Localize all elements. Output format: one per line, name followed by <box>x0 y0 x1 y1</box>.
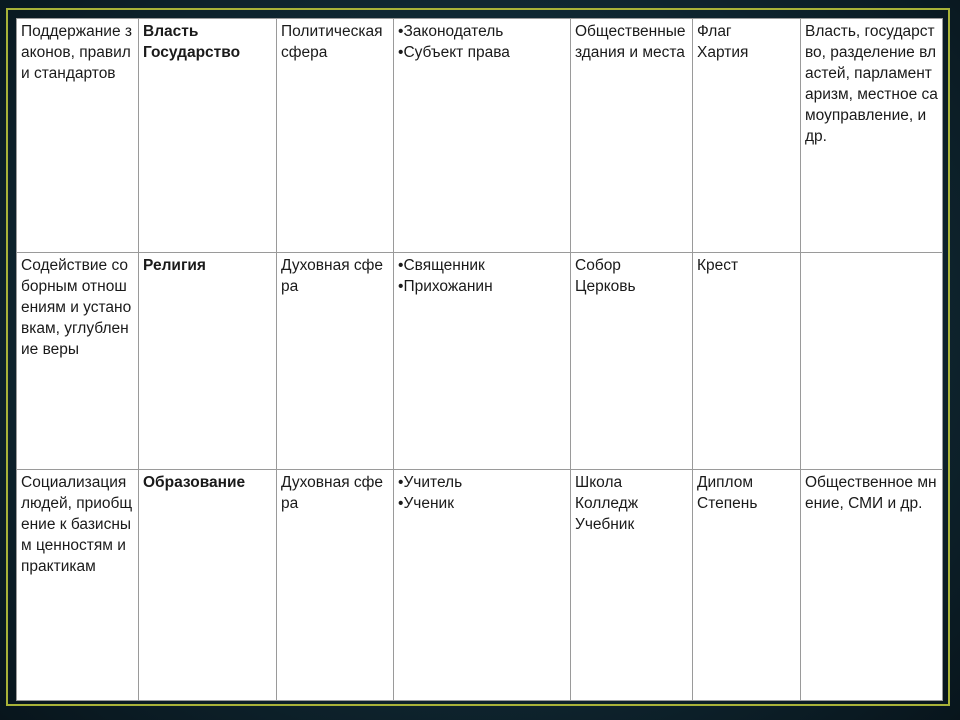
place-line: Собор <box>575 257 621 274</box>
place-line: Школа <box>575 474 623 491</box>
role-item: • Субъект права <box>398 42 566 63</box>
symbols-cell <box>693 253 801 470</box>
roles-cell <box>394 19 571 253</box>
symbol-line: Флаг <box>697 23 732 40</box>
table-row <box>17 470 943 701</box>
function-cell: Социализация людей, приобщение к базисным ценностям и практикам <box>17 470 139 701</box>
roles-cell <box>394 470 571 701</box>
sphere-cell: Политическая сфера <box>277 19 394 253</box>
institution-cell: Образование <box>139 470 277 701</box>
related-cell: Общественное мнение, СМИ и др. <box>801 470 943 701</box>
sphere-cell: Духовная сфера <box>277 470 394 701</box>
related-cell <box>801 253 943 470</box>
symbol-line: Хартия <box>697 44 749 61</box>
function-cell: Поддержание законов, правил и стандартов <box>17 19 139 253</box>
institution-cell: Власть Государство <box>139 19 277 253</box>
function-cell: Содействие соборным отношениям и установкам, углубление веры <box>17 253 139 470</box>
symbol-line: Диплом <box>697 474 754 491</box>
symbols-cell <box>693 19 801 253</box>
related-cell: Власть, государство, разделение властей, парламентаризм, местное самоуправление, и др. <box>801 19 943 253</box>
table-row <box>17 19 943 253</box>
place-line: Церковь <box>575 278 636 295</box>
symbols-cell <box>693 470 801 701</box>
role-item: • Священник <box>398 255 566 276</box>
table-sheet <box>16 18 942 700</box>
role-item: • Ученик <box>398 493 566 514</box>
role-item: • Прихожанин <box>398 276 566 297</box>
places-cell <box>571 19 693 253</box>
sphere-cell: Духовная сфера <box>277 253 394 470</box>
role-item: • Учитель <box>398 472 566 493</box>
roles-cell <box>394 253 571 470</box>
places-cell <box>571 253 693 470</box>
institution-cell: Религия <box>139 253 277 470</box>
place-line: Колледж <box>575 495 639 512</box>
place-line: Учебник <box>575 516 635 533</box>
symbol-line: Степень <box>697 495 758 512</box>
role-item: • Законодатель <box>398 21 566 42</box>
places-cell <box>571 470 693 701</box>
institutions-table <box>16 18 943 701</box>
place-line: Общественные здания и места <box>575 23 686 61</box>
symbol-line: Крест <box>697 257 739 274</box>
table-row <box>17 253 943 470</box>
